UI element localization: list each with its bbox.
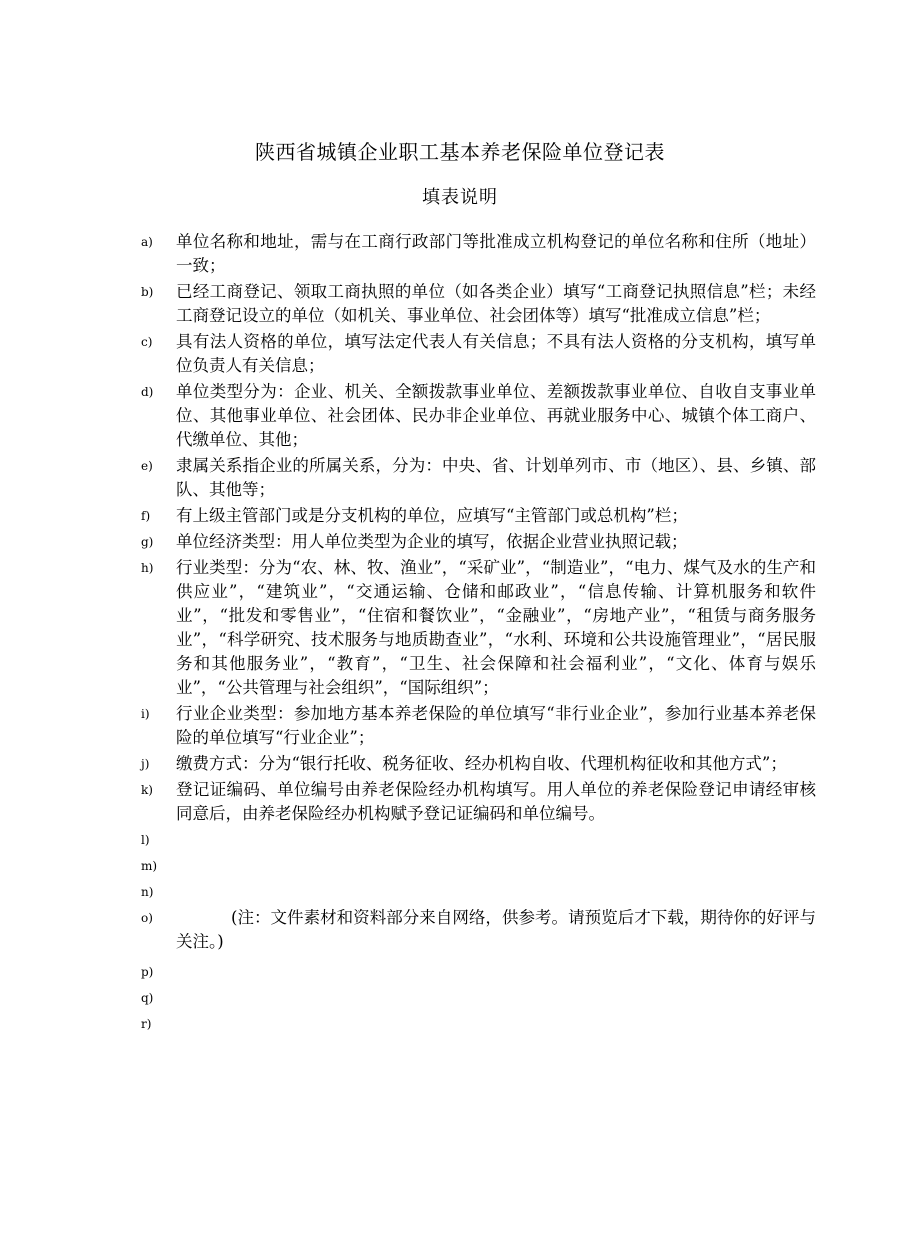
list-item: [141, 702, 816, 750]
list-item: [141, 330, 816, 378]
list-marker: j): [141, 757, 150, 771]
list-item-text: 登记证编码、单位编号由养老保险经办机构填写。用人单位的养老保险登记申请经审核同意后，由养老保险经办机构赋予登记证编码和单位编号。: [176, 780, 816, 823]
list-item: [141, 530, 816, 554]
document-subtitle: 填表说明: [422, 187, 498, 208]
instruction-list: [141, 230, 816, 1038]
list-marker: c): [141, 335, 153, 349]
document-title: 陕西省城镇企业职工基本养老保险单位登记表: [255, 140, 665, 164]
list-marker: i): [141, 707, 150, 721]
list-item: [141, 454, 816, 502]
list-item: [141, 752, 816, 776]
list-marker: l): [141, 833, 150, 847]
list-marker: p): [141, 965, 154, 979]
list-item-empty: [141, 854, 816, 878]
list-item: [141, 504, 816, 528]
list-marker: h): [141, 561, 154, 575]
list-item-empty: [141, 960, 816, 984]
list-marker: e): [141, 459, 153, 473]
list-item-empty: [141, 1012, 816, 1036]
list-marker: f): [141, 509, 151, 523]
list-item-text: 具有法人资格的单位，填写法定代表人有关信息；不具有法人资格的分支机构，填写单位负责人有关信息；: [176, 332, 816, 375]
list-item-text: 有上级主管部门或是分支机构的单位，应填写“主管部门或总机构”栏；: [176, 506, 688, 525]
list-item-text: 行业类型：分为“农、林、牧、渔业”，“采矿业”，“制造业”，“电力、煤气及水的生产和供应业”，“建筑业”，“交通运输、仓储和邮政业”，“信息传输、计算机服务和软件业”，“批发和零售业”，“住宿和餐饮业”，“金融业”，“房地产业”，“租赁与商务服务业”，“科学研究、技术服务与地质勘查业”，“水利、环境和公共设施管理业”，“居民服务和其他服务业”，“教育”，“卫生、社会保障和社会福利业”，“文化、体育与娱乐业”，“公共管理与社会组织”，“国际组织”；: [176, 558, 816, 697]
list-marker: n): [141, 885, 154, 899]
list-item-note: [141, 906, 816, 954]
list-item-text: 隶属关系指企业的所属关系，分为：中央、省、计划单列市、市（地区）、县、乡镇、部队、其他等；: [176, 456, 816, 499]
list-marker: q): [141, 991, 154, 1005]
disclaimer-note: (注：文件素材和资料部分来自网络，供参考。请预览后才下载，期待你的好评与关注。): [176, 908, 816, 951]
list-marker: m): [141, 859, 158, 873]
list-marker: b): [141, 285, 154, 299]
list-item-text: 单位名称和地址，需与在工商行政部门等批准成立机构登记的单位名称和住所（地址）一致；: [176, 232, 816, 275]
list-marker: o): [141, 911, 153, 925]
list-marker: d): [141, 385, 154, 399]
list-item: [141, 280, 816, 328]
list-item: [141, 380, 816, 452]
list-item-text: 行业企业类型：参加地方基本养老保险的单位填写“非行业企业”，参加行业基本养老保险的单位填写“行业企业”；: [176, 704, 816, 747]
list-marker: g): [141, 535, 154, 549]
list-item-text: 已经工商登记、领取工商执照的单位（如各类企业）填写“工商登记执照信息”栏；未经工商登记设立的单位（如机关、事业单位、社会团体等）填写“批准成立信息”栏；: [176, 282, 816, 325]
list-item-text: 缴费方式：分为“银行托收、税务征收、经办机构自收、代理机构征收和其他方式”；: [176, 754, 787, 773]
list-marker: r): [141, 1017, 152, 1031]
list-item-empty: [141, 880, 816, 904]
list-item-text: 单位经济类型：用人单位类型为企业的填写，依据企业营业执照记载；: [176, 532, 688, 551]
list-item-empty: [141, 986, 816, 1010]
list-item-empty: [141, 828, 816, 852]
list-marker: a): [141, 235, 153, 249]
list-item: [141, 556, 816, 700]
list-item: [141, 778, 816, 826]
list-item-text: 单位类型分为：企业、机关、全额拨款事业单位、差额拨款事业单位、自收自支事业单位、其他事业单位、社会团体、民办非企业单位、再就业服务中心、城镇个体工商户、代缴单位、其他；: [176, 382, 816, 449]
list-marker: k): [141, 783, 153, 797]
list-item: [141, 230, 816, 278]
